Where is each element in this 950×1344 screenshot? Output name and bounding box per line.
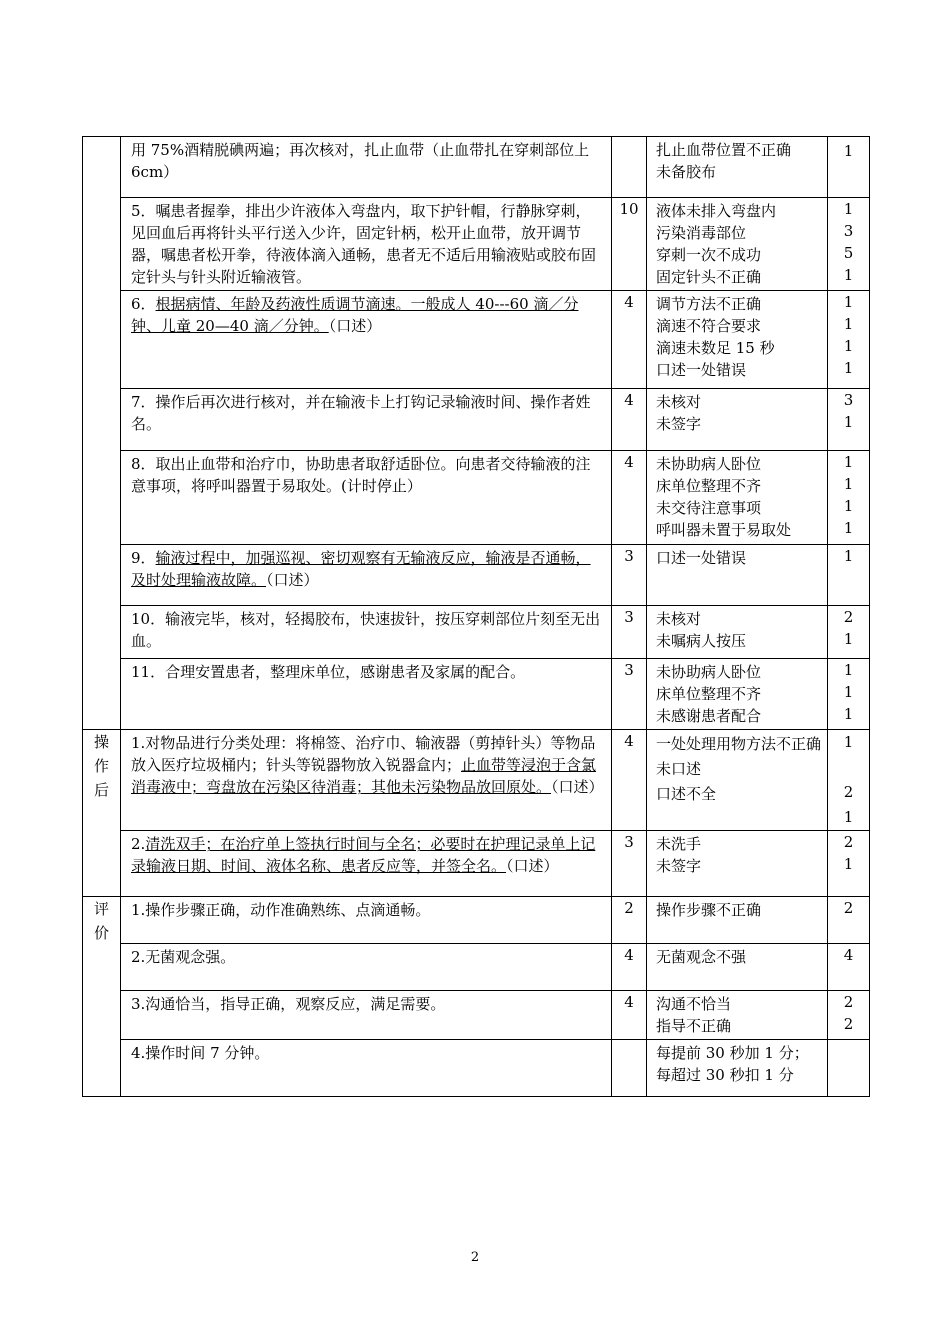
table-row xyxy=(83,897,870,944)
score-cell: 3 xyxy=(612,545,647,606)
criteria-cell: 未协助病人卧位 床单位整理不齐 未交待注意事项 呼叫器未置于易取处 xyxy=(647,451,828,545)
score-cell xyxy=(612,1040,647,1097)
step-description: 3.沟通恰当，指导正确，观察反应，满足需要。 xyxy=(121,991,612,1040)
section-label-after-operation: 操作后 xyxy=(83,730,121,897)
deduction-cell: 2 xyxy=(828,897,870,944)
score-cell: 3 xyxy=(612,659,647,730)
table-row xyxy=(83,606,870,659)
step-description: 9．输液过程中，加强巡视、密切观察有无输液反应，输液是否通畅，及时处理输液故障。（口述） xyxy=(121,545,612,606)
score-cell: 4 xyxy=(612,451,647,545)
table-row xyxy=(83,291,870,389)
page-number: 2 xyxy=(470,1250,480,1265)
criteria-cell: 未核对 未签字 xyxy=(647,389,828,451)
deduction-cell: 1 3 5 1 xyxy=(828,198,870,291)
score-cell: 3 xyxy=(612,831,647,897)
deduction-cell xyxy=(828,1040,870,1097)
table-row xyxy=(83,944,870,991)
criteria-cell: 未协助病人卧位 床单位整理不齐 未感谢患者配合 xyxy=(647,659,828,730)
table-row xyxy=(83,730,870,831)
step-description: 6．根据病情、年龄及药液性质调节滴速。一般成人 40---60 滴／分钟、儿童 20—40 滴／分钟。（口述） xyxy=(121,291,612,389)
table-row xyxy=(83,389,870,451)
criteria-cell: 沟通不恰当 指导不正确 xyxy=(647,991,828,1040)
table-row xyxy=(83,1040,870,1097)
score-cell: 4 xyxy=(612,730,647,831)
deduction-cell: 1 1 1 1 xyxy=(828,451,870,545)
step-description: 8．取出止血带和治疗巾，协助患者取舒适卧位。向患者交待输液的注意事项，将呼叫器置于易取处。(计时停止） xyxy=(121,451,612,545)
table-row xyxy=(83,451,870,545)
criteria-cell: 调节方法不正确 滴速不符合要求 滴速未数足 15 秒 口述一处错误 xyxy=(647,291,828,389)
score-cell: 4 xyxy=(612,944,647,991)
deduction-cell: 1 1 1 xyxy=(828,659,870,730)
step-description: 1.操作步骤正确，动作准确熟练、点滴通畅。 xyxy=(121,897,612,944)
step-description: 7．操作后再次进行核对，并在输液卡上打钩记录输液时间、操作者姓名。 xyxy=(121,389,612,451)
criteria-cell: 口述一处错误 xyxy=(647,545,828,606)
score-cell: 4 xyxy=(612,291,647,389)
score-cell: 2 xyxy=(612,897,647,944)
score-cell: 4 xyxy=(612,991,647,1040)
grading-table xyxy=(82,136,870,1097)
section-cell xyxy=(83,137,121,730)
step-description: 4.操作时间 7 分钟。 xyxy=(121,1040,612,1097)
table-row xyxy=(83,659,870,730)
deduction-cell: 1 1 1 1 xyxy=(828,291,870,389)
criteria-cell: 一处处理用物方法不正确 未口述 口述不全 xyxy=(647,730,828,831)
table-row xyxy=(83,137,870,198)
deduction-cell: 2 2 xyxy=(828,991,870,1040)
section-label-evaluation: 评价 xyxy=(83,897,121,1097)
deduction-cell: 2 1 xyxy=(828,606,870,659)
score-cell: 10 xyxy=(612,198,647,291)
deduction-cell: 1 xyxy=(828,545,870,606)
step-description: 10．输液完毕，核对，轻揭胶布，快速拔针，按压穿刺部位片刻至无出血。 xyxy=(121,606,612,659)
deduction-cell: 2 1 xyxy=(828,831,870,897)
criteria-cell: 扎止血带位置不正确 未备胶布 xyxy=(647,137,828,198)
step-description: 5．嘱患者握拳，排出少许液体入弯盘内，取下护针帽，行静脉穿刺，见回血后再将针头平行送入少许，固定针柄，松开止血带，放开调节器，嘱患者松开拳，待液体滴入通畅，患者无不适后用输液贴或胶布固定针头与针头附近输液管。 xyxy=(121,198,612,291)
criteria-cell: 未核对 未嘱病人按压 xyxy=(647,606,828,659)
criteria-cell: 液体未排入弯盘内 污染消毒部位 穿刺一次不成功 固定针头不正确 xyxy=(647,198,828,291)
deduction-cell: 4 xyxy=(828,944,870,991)
step-description: 用 75%酒精脱碘两遍；再次核对，扎止血带（止血带扎在穿刺部位上 6cm） xyxy=(121,137,612,198)
table-row xyxy=(83,991,870,1040)
criteria-cell: 操作步骤不正确 xyxy=(647,897,828,944)
table-row xyxy=(83,198,870,291)
criteria-cell: 无菌观念不强 xyxy=(647,944,828,991)
deduction-cell: 3 1 xyxy=(828,389,870,451)
score-cell xyxy=(612,137,647,198)
criteria-cell: 未洗手 未签字 xyxy=(647,831,828,897)
deduction-cell: 1 2 1 xyxy=(828,730,870,831)
step-description: 1.对物品进行分类处理：将棉签、治疗巾、输液器（剪掉针头）等物品放入医疗垃圾桶内；针头等锐器物放入锐器盒内；止血带等浸泡于含氯消毒液中；弯盘放在污染区待消毒；其他未污染物品放回原处。（口述） xyxy=(121,730,612,831)
step-description: 11．合理安置患者，整理床单位，感谢患者及家属的配合。 xyxy=(121,659,612,730)
step-description: 2.清洗双手；在治疗单上签执行时间与全名；必要时在护理记录单上记录输液日期、时间、液体名称、患者反应等，并签全名。（口述） xyxy=(121,831,612,897)
step-description: 2.无菌观念强。 xyxy=(121,944,612,991)
deduction-cell: 1 xyxy=(828,137,870,198)
score-cell: 3 xyxy=(612,606,647,659)
table-row xyxy=(83,545,870,606)
score-cell: 4 xyxy=(612,389,647,451)
criteria-cell: 每提前 30 秒加 1 分； 每超过 30 秒扣 1 分 xyxy=(647,1040,828,1097)
table-row xyxy=(83,831,870,897)
